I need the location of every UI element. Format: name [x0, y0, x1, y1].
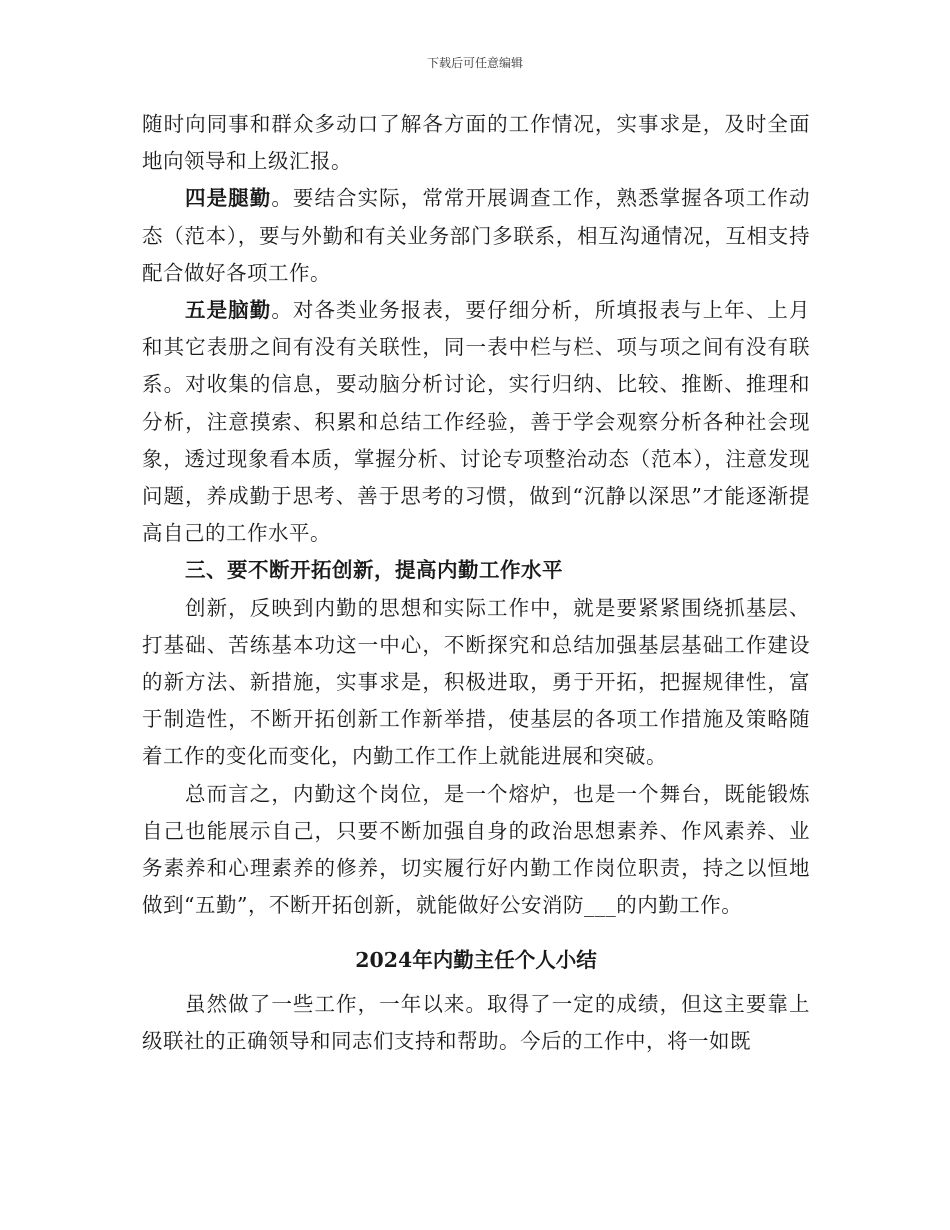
paragraph-leg-diligence: [142, 180, 810, 292]
paragraph-lead: 四是腿勤: [185, 186, 272, 211]
paragraph-lead: 五是脑勤: [185, 298, 272, 323]
paragraph-report: 随时向同事和群众多动口了解各方面的工作情况，实事求是，及时全面地向领导和上级汇报。: [142, 112, 810, 174]
document-body: [142, 106, 810, 1060]
paragraph-text: 。要结合实际，常常开展调查工作，熟悉掌握各项工作动态（范本），要与外勤和有关业务部门多联系，相互沟通情况，互相支持配合做好各项工作。: [142, 186, 811, 285]
paragraph-brain-diligence: [142, 292, 810, 552]
paragraph-summary: 虽然做了一些工作，一年以来。取得了一定的成绩，但这主要靠上级联社的正确领导和同志们支持和帮助。今后的工作中，将一如既: [142, 991, 810, 1053]
paragraph-text: 。对各类业务报表，要仔细分析，所填报表与上年、上月和其它表册之间有没有关联性，同一表中栏与栏、项与项之间有没有联系。对收集的信息，要动脑分析讨论，实行归纳、比较、推断、推理和分析，注意摸索、积累和总结工作经验，善于学会观察分析各种社会现象，透过现象看本质，掌握分析、讨论专项整治动态（范本），注意发现问题，养成勤于思考、善于思考的习惯，做到“沉静以深思”才能逐渐提高自己的工作水平。: [142, 298, 811, 546]
paragraph-innovation: 创新，反映到内勤的思想和实际工作中，就是要紧紧围绕抓基层、打基础、苦练基本功这一中心，不断探究和总结加强基层基础工作建设的新方法、新措施，实事求是，积极进取，勇于开拓，把握规律性，富于制造性，不断开拓创新工作新举措，使基层的各项工作措施及策略随着工作的变化而变化，内勤工作工作上就能进展和突破。: [142, 595, 810, 769]
paragraph-conclusion: 总而言之，内勤这个岗位，是一个熔炉，也是一个舞台，既能锻炼自己也能展示自己，只要不断加强自身的政治思想素养、作风素养、业务素养和心理素养的修养，切实履行好内勤工作岗位职责，持之以恒地做到“五勤”，不断开拓创新，就能做好公安消防___的内勤工作。: [142, 781, 810, 918]
page-header: 下载后可任意编辑: [426, 56, 523, 70]
spacer: [142, 924, 810, 942]
document-title: 2024年内勤主任个人小结: [355, 948, 597, 973]
section-heading: 三、要不断开拓创新，提高内勤工作水平: [185, 558, 564, 583]
